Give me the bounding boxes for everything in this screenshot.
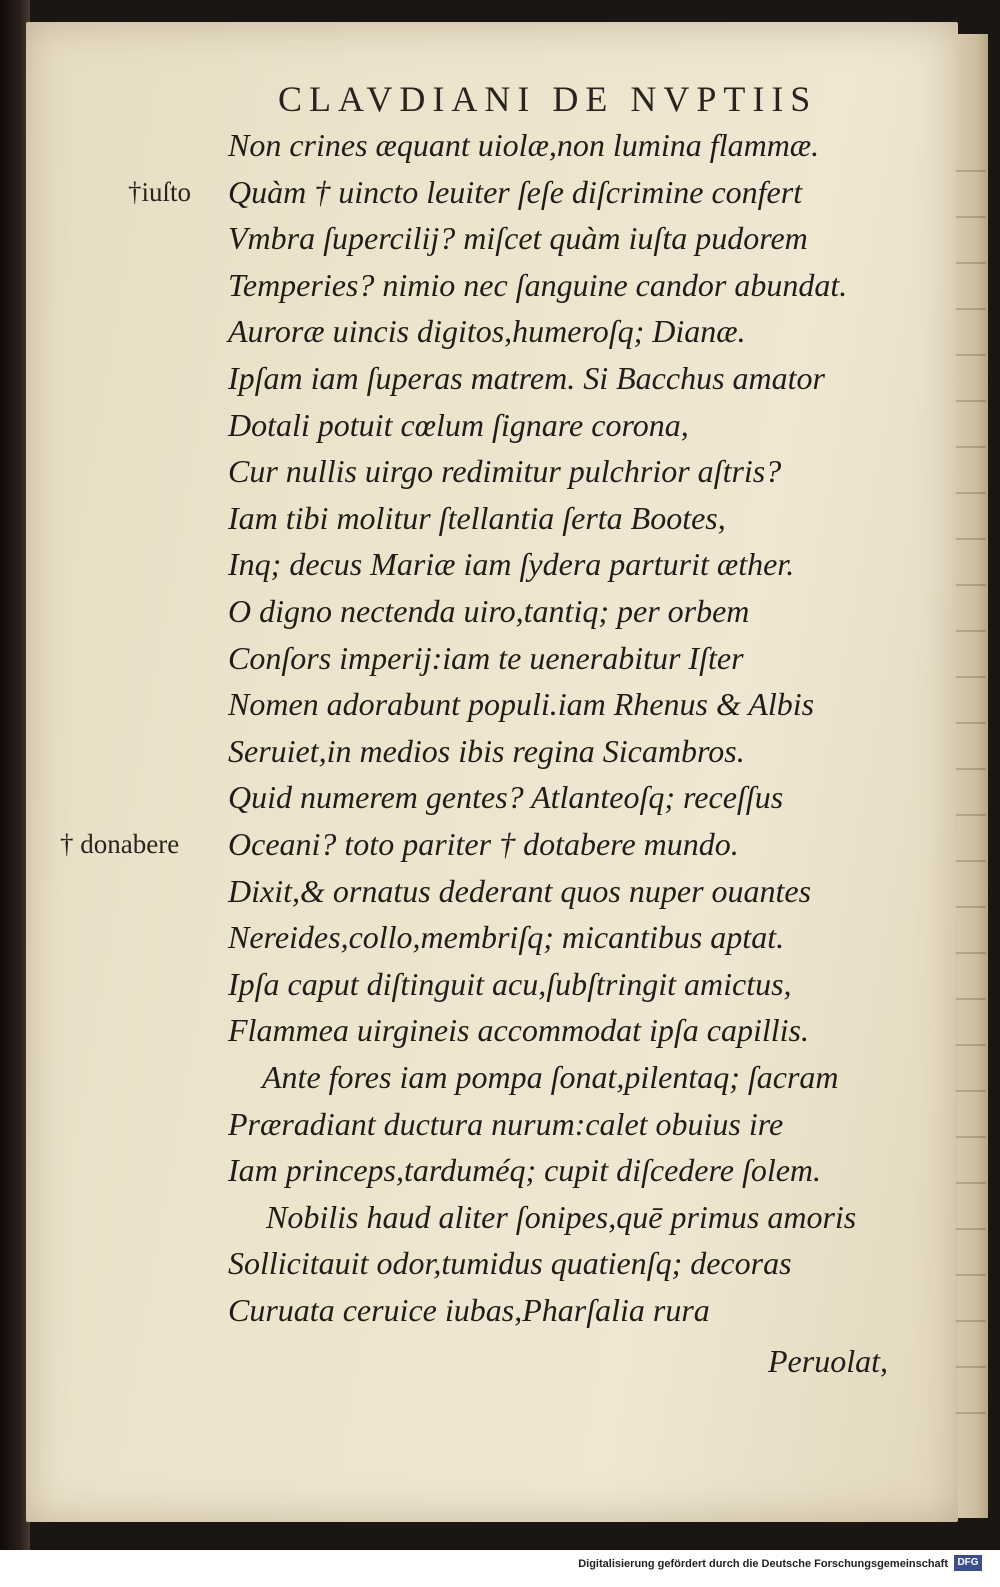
bleed-through-mark (956, 1274, 986, 1276)
verse-text: Cur nullis uirgo redimitur pulchrior aſtris? (228, 453, 782, 490)
verse-text: Dotali potuit cœlum ſignare corona, (228, 406, 689, 443)
verse-text: Vmbra ſupercilij? miſcet quàm iuſta pudorem (228, 220, 808, 257)
verse-line (0, 1054, 960, 1100)
verse-text: Conſors imperij:iam te uenerabitur Iſter (228, 639, 744, 676)
verse-text: Nereides,collo,membriſq; micantibus aptat. (228, 919, 785, 956)
verse-line (0, 728, 960, 774)
verse-text: Flammea uirgineis accommodat ipſa capillis. (228, 1012, 809, 1049)
verse-line (0, 635, 960, 681)
verse-text: Ipſam iam ſuperas matrem. Si Bacchus amator (228, 360, 825, 396)
verse-line (0, 1194, 960, 1240)
verse-text: Inq; decus Mariæ iam ſydera parturit æther. (228, 546, 795, 583)
marginal-variant-note: † donabere (60, 829, 180, 859)
bleed-through-mark (956, 538, 986, 540)
verse-line (0, 961, 960, 1007)
running-head: CLAVDIANI DE NVPTIIS (278, 79, 818, 119)
bleed-through-mark (956, 262, 986, 264)
verse-line (0, 355, 960, 401)
verse-text: Oceani? toto pariter † dotabere mundo. (228, 826, 739, 862)
bleed-through-mark (956, 1090, 986, 1092)
bleed-through-mark (956, 492, 986, 494)
bleed-through-mark (956, 906, 986, 908)
bleed-through-mark (956, 1182, 986, 1184)
verse-text: Auroræ uincis digitos,humeroſq; Dianæ. (228, 313, 746, 350)
verse-line (0, 774, 960, 820)
digitization-footer (0, 1550, 1000, 1587)
verse-text: Ipſa caput diſtinguit acu,ſubſtringit amictus, (228, 965, 792, 1002)
verse-text: Temperies? nimio nec ſanguine candor abundat. (228, 266, 848, 303)
verse-text: Sollicitauit odor,tumidus quatienſq; decoras (228, 1245, 792, 1282)
bleed-through-mark (956, 722, 986, 724)
verse-line (0, 868, 960, 914)
verse-text: Nobilis haud aliter ſonipes,quē primus amoris (266, 1198, 857, 1235)
dfg-logo: DFG (954, 1555, 982, 1571)
bleed-through-mark (956, 676, 986, 678)
bleed-through-mark (956, 630, 986, 632)
verse-text: Nomen adorabunt populi.iam Rhenus & Albis (228, 686, 815, 723)
verse-text: O digno nectenda uiro,tantiq; per orbem (228, 593, 750, 629)
marginal-variant-note: †iuſto (128, 176, 192, 207)
verse-line (0, 1147, 960, 1193)
verse-text: Quid numerem gentes? Atlanteoſq; receſſus (228, 779, 784, 816)
bleed-through-mark (956, 1320, 986, 1322)
bleed-through-mark (956, 768, 986, 770)
verse-line (0, 821, 960, 867)
verse-line (0, 541, 960, 587)
verse-text: Curuata ceruice iubas,Pharſalia rura (228, 1292, 710, 1328)
verse-text: Seruiet,in medios ibis regina Sicambros. (228, 732, 745, 769)
funding-credit: Digitalisierung gefördert durch die Deutsche Forschungsgemeinschaft (578, 1558, 948, 1570)
verse-text: Dixit,& ornatus dederant quos nuper ouantes (228, 872, 812, 909)
verse-text: Ante fores iam pompa ſonat,pilentaq; ſacram (262, 1059, 839, 1095)
facing-page-edge (956, 34, 988, 1518)
verse-line (0, 122, 960, 168)
verse-text: Non crines æquant uiolæ,non lumina flammæ. (228, 127, 820, 163)
bleed-through-mark (956, 814, 986, 816)
bleed-through-mark (956, 584, 986, 586)
catchword: Peruolat, (768, 1343, 888, 1379)
verse-line (0, 215, 960, 261)
verse-text: Iam tibi molitur ſtellantia ſerta Bootes, (228, 499, 726, 536)
bleed-through-mark (956, 216, 986, 218)
verse-line (0, 495, 960, 541)
verse-line (0, 1287, 960, 1333)
bleed-through-mark (956, 308, 986, 310)
bleed-through-mark (956, 400, 986, 402)
verse-line (0, 262, 960, 308)
verse-line (0, 402, 960, 448)
verse-line (0, 169, 960, 215)
bleed-through-mark (956, 446, 986, 448)
verse-line (0, 448, 960, 494)
verse-line (0, 308, 960, 354)
verse-line (0, 1007, 960, 1053)
bleed-through-mark (956, 1044, 986, 1046)
verse-line (0, 1101, 960, 1147)
verse-line (0, 588, 960, 634)
bleed-through-mark (956, 354, 986, 356)
verse-line (0, 681, 960, 727)
verse-text: Quàm † uincto leuiter ſeſe diſcrimine confert (228, 173, 803, 210)
bleed-through-mark (956, 1136, 986, 1138)
verse-text: Iam princeps,tarduméq; cupit diſcedere ſolem. (228, 1152, 822, 1189)
bleed-through-mark (956, 952, 986, 954)
bleed-through-mark (956, 1412, 986, 1414)
verse-line (0, 1240, 960, 1286)
bleed-through-mark (956, 170, 986, 172)
bleed-through-mark (956, 1366, 986, 1368)
bleed-through-mark (956, 1228, 986, 1230)
bleed-through-mark (956, 998, 986, 1000)
verse-line (0, 914, 960, 960)
bleed-through-mark (956, 860, 986, 862)
verse-text: Præradiant ductura nurum:calet obuius ire (228, 1105, 784, 1142)
